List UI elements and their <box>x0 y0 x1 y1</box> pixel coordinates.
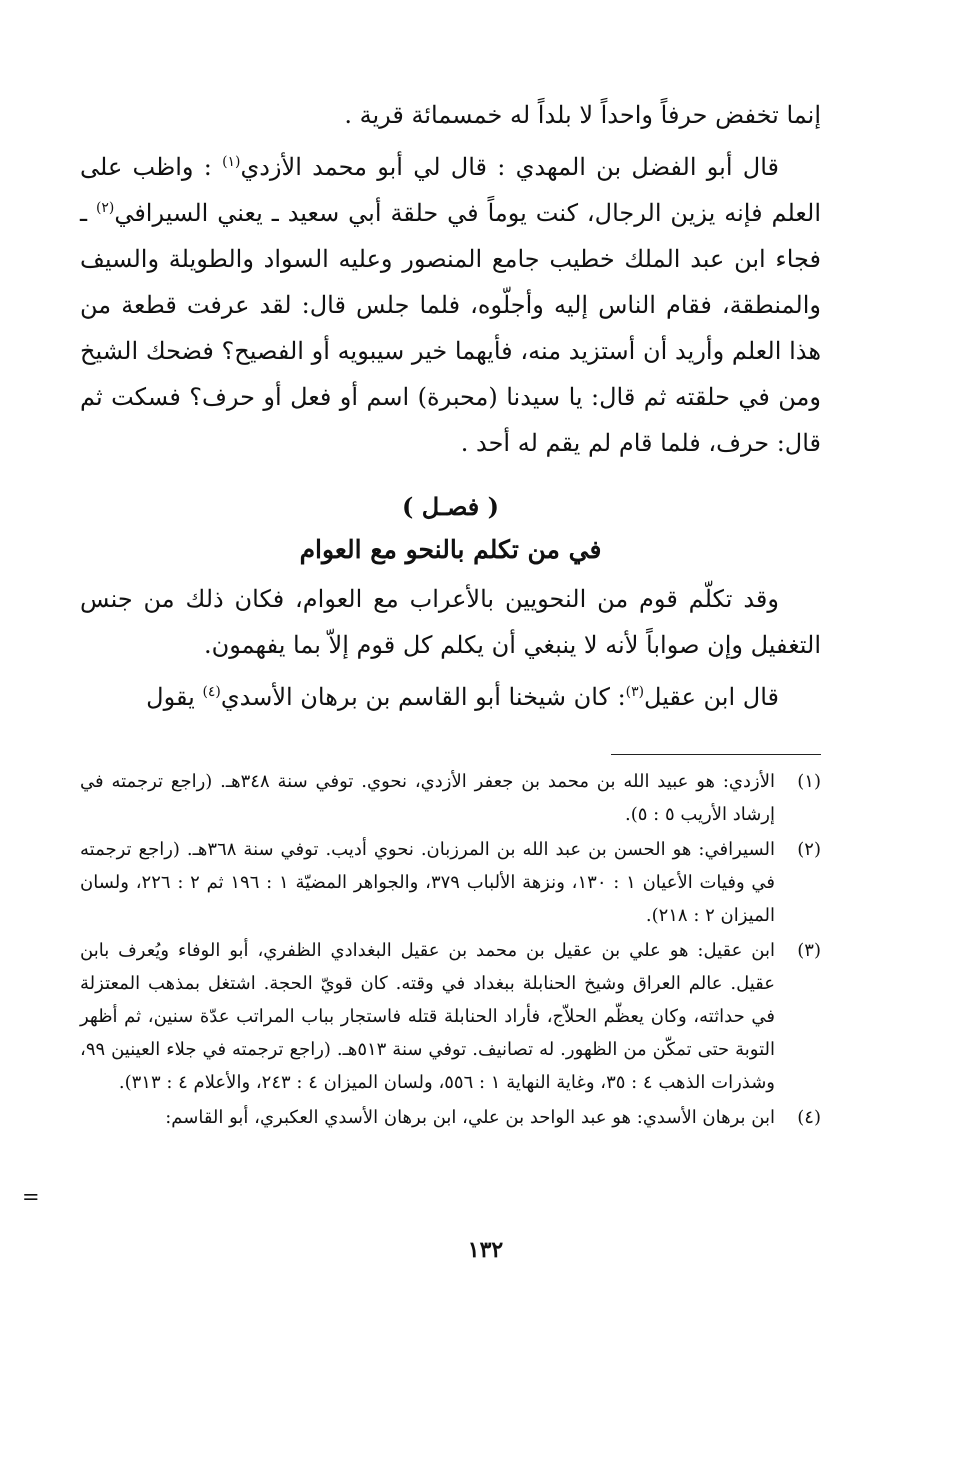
section-paragraph-2-part-a: قال ابن عقيل <box>644 683 779 711</box>
footnote-number: (٤) <box>797 1107 821 1128</box>
footnote-divider <box>611 754 821 755</box>
paragraph-2-part-c: ـ فجاء ابن عبد الملك خطيب جامع المنصور وعليه السواد والطويلة والسيف والمنطقة، فقام الناس إليه وأجلّوه، فلما جلس قال: لقد عرفت قطعة من هذا العلم وأريد أن أستزيد منه، فأيهما خير سيبويه أو الفصيح؟ فضحك الشيخ ومن في حلقته ثم قال: يا سيدنا (محبرة) اسم أو فعل أو حرف؟ فسكت ثم قال: حرف، فلما قام لم يقم له أحد . <box>80 199 821 457</box>
footnote-text: ابن عقيل: هو علي بن عقيل بن محمد بن عقيل البغدادي الظفري، أبو الوفاء ويُعرف بابن عقيل. عالم العراق وشيخ الحنابلة ببغداد في وقته. كان قويّ الحجة. اشتغل بمذهب المعتزلة في حداثته، وكان يعظّم الحلاّج، فأراد الحنابلة قتله فاستجار بباب المراتب عدّة سنين، ثم أظهر التوبة حتى تمكّن من الظهور. له تصانيف. توفي سنة ٥١٣هـ. (راجع ترجمته في جلاء العينين ٩٩، وشذرات الذهب ٤ : ٣٥، وغاية النهاية ١ : ٥٥٦، ولسان الميزان ٤ : ٢٤٣، والأعلام ٤ : ٣١٣). <box>80 940 775 1093</box>
footnote-ref-2: (٢) <box>95 200 115 216</box>
section-paragraph-2 <box>80 674 821 720</box>
section-paragraph-1: وقد تكلّم قوم من النحويين بالأعراب مع العوام، فكان ذلك من جنس التغفيل وإن صواباً لأنه لا ينبغي أن يكلم كل قوم إلاّ بما يفهمون. <box>80 585 821 659</box>
section-paragraph-2-part-c: يقول <box>146 683 203 711</box>
paragraph-2-part-a: قال أبو الفضل بن المهدي : قال لي أبو محمد الأزدي <box>240 153 779 181</box>
section-heading <box>80 486 821 572</box>
page-number: ١٣٢ <box>467 1237 504 1263</box>
section-paragraph-2-part-b: : كان شيخنا أبو القاسم بن برهان الأسدي <box>220 683 626 711</box>
footnote-text: السيرافي: هو الحسن بن عبد الله بن المرزبان. نحوي أديب. توفي سنة ٣٦٨هـ. (راجع ترجمته في وفيات الأعيان ١ : ١٣٠، ونزهة الألباب ٣٧٩، والجواهر المضيّة ١ : ١٩٦ ثم ٢ : ٢٢٦، ولسان الميزان ٢ : ٢١٨). <box>80 839 776 926</box>
paragraph-1: إنما تخفض حرفاً واحداً لا بلداً له خمسمائة قرية . <box>344 101 821 129</box>
paragraph-2 <box>80 144 821 466</box>
footnote-1 <box>80 765 821 831</box>
footnote-ref-4: (٤) <box>202 684 221 700</box>
main-text <box>80 92 821 720</box>
footnote-2 <box>80 833 821 932</box>
footnote-text: ابن برهان الأسدي: هو عبد الواحد بن علي، ابن برهان الأسدي العكبري، أبو القاسم: <box>165 1107 775 1128</box>
section-subtitle: في من تكلم بالنحو مع العوام <box>299 535 602 564</box>
footnotes <box>80 765 821 1134</box>
footnote-number: (٢) <box>797 839 821 860</box>
footnote-3 <box>80 934 821 1099</box>
footnote-ref-1: (١) <box>222 154 241 170</box>
footnote-text: الأزدي: هو عبيد الله بن محمد بن جعفر الأزدي، نحوي. توفي سنة ٣٤٨هـ. (راجع ترجمته في إرشاد الأريب ٥ : ٥). <box>80 771 775 825</box>
footnote-4 <box>80 1101 821 1134</box>
paragraph-2-part-b: : واظب على العلم فإنه يزين الرجال، كنت يوماً في حلقة أبي سعيد ـ يعني السيرافي <box>80 153 821 227</box>
section-title: ( فصـل ) <box>402 492 499 521</box>
footnote-ref-3: (٣) <box>625 684 645 700</box>
footnote-number: (٣) <box>797 940 821 961</box>
continuation-mark: = <box>22 1185 40 1209</box>
footnote-number: (١) <box>797 771 821 792</box>
